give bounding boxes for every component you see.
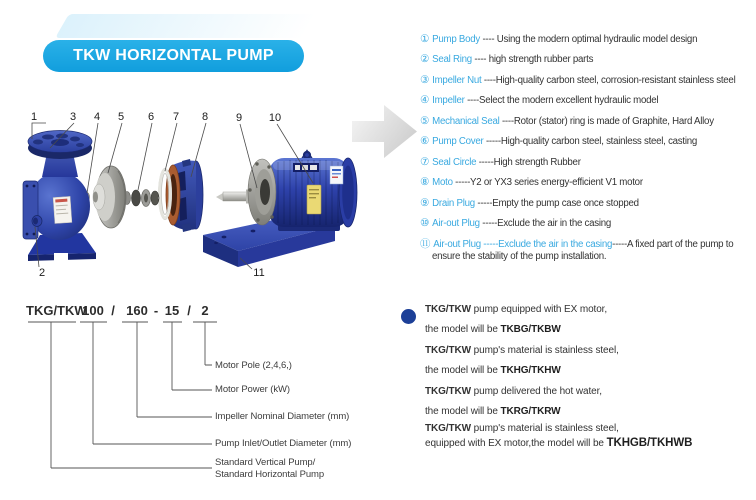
- model-segment-power: 15: [164, 303, 180, 318]
- item-number-badge: ②: [420, 53, 430, 66]
- right-arrow-icon: [352, 105, 417, 158]
- variant-head: TKG/TKW: [425, 423, 471, 434]
- part-description: -----A fixed part of the pump to ensure the stability of the pump installation.: [432, 238, 734, 262]
- label-impeller-diameter: Impeller Nominal Diameter (mm): [215, 411, 350, 422]
- variant-stainless: [425, 341, 755, 381]
- list-item: [420, 34, 756, 46]
- motor-spec-label: [330, 166, 343, 184]
- part-name: Drain Plug: [432, 197, 475, 209]
- list-item: [420, 218, 756, 230]
- variant-condition: pump equipped with EX motor,: [470, 304, 608, 315]
- item-number-badge: ①: [420, 33, 430, 45]
- part-name: Pump Body: [432, 34, 481, 45]
- impeller: [93, 166, 126, 228]
- page-title: TKW HORIZONTAL PUMP: [73, 47, 274, 64]
- list-item: [420, 54, 756, 66]
- variant-stainless-ex: [425, 422, 755, 451]
- part-description: ----Rotor (stator) ring is made of Graphite, Hard Alloy: [499, 115, 714, 127]
- variant-head: TKG/TKW: [425, 345, 471, 356]
- model-separator-slash2: /: [187, 303, 191, 318]
- variant-head: TKG/TKW: [425, 304, 471, 315]
- variant-condition: pump delivered the hot water,: [470, 386, 602, 397]
- part-description: ---- high strength rubber parts: [471, 54, 594, 66]
- part-description: ----High-quality carbon steel, corrosion-resistant stainless steel: [481, 74, 736, 86]
- part-number-6: 6: [147, 111, 155, 123]
- list-item: [420, 75, 756, 87]
- item-number-badge: ④: [420, 94, 430, 107]
- part-name: Pump Cover: [432, 136, 484, 148]
- pump-exploded-diagram: [10, 95, 420, 285]
- part-number-5: 5: [117, 111, 125, 123]
- pump-body: [23, 131, 96, 262]
- o-ring: [159, 169, 172, 220]
- model-segment-impeller: 160: [126, 303, 148, 318]
- list-item: [420, 239, 756, 263]
- variant-result: the model will be: [425, 324, 501, 335]
- model-separator-slash: /: [111, 303, 115, 318]
- part-number-10: 10: [268, 112, 282, 124]
- label-motor-power: Motor Power (kW): [215, 384, 290, 395]
- variant-condition: pump's material is stainless steel,: [470, 423, 619, 434]
- part-name: Seal Circle: [432, 156, 477, 168]
- part-description: -----Exclude the air in the casing: [479, 218, 612, 230]
- item-number-badge: ③: [420, 73, 430, 86]
- list-item: [420, 95, 756, 107]
- variant-result: the model will be: [425, 365, 501, 376]
- part-description: -----Y2 or YX3 series energy-efficient V1 motor: [452, 177, 643, 189]
- variant-model-code: TKBG/TKBW: [500, 324, 561, 335]
- part-description: -----Empty the pump case once stopped: [474, 197, 639, 209]
- part-number-1: 1: [30, 111, 38, 123]
- item-number-badge: ⑪: [420, 237, 431, 250]
- part-number-11: 11: [253, 267, 265, 279]
- part-number-7: 7: [172, 111, 180, 123]
- item-number-badge: ⑩: [420, 217, 430, 230]
- part-name: Air-out Plug -----Exclude the air in the casing: [433, 238, 613, 250]
- list-item: [420, 198, 756, 210]
- item-number-badge: ⑦: [420, 155, 430, 168]
- list-item: [420, 177, 756, 189]
- variant-model-code: TKHGB/TKHWB: [606, 437, 693, 449]
- variant-ex-motor: [425, 300, 755, 340]
- part-name: Impeller Nut: [432, 74, 482, 86]
- list-item: [420, 136, 756, 148]
- part-name: Impeller: [432, 95, 465, 107]
- part-description: ---- Using the modern optimal hydraulic model design: [480, 34, 698, 45]
- list-item: [420, 157, 756, 169]
- variant-condition: pump's material is stainless steel,: [470, 345, 619, 356]
- banner-swoosh-decoration: [55, 14, 317, 38]
- variant-result: equipped with EX motor,the model will be: [425, 438, 607, 449]
- part-description: -----High-quality carbon steel, stainless steel, casting: [483, 136, 698, 148]
- part-name: Air-out Plug: [432, 218, 480, 230]
- variant-result: the model will be: [425, 406, 501, 417]
- model-segment-pole: 2: [201, 303, 209, 318]
- part-name: Moto: [432, 177, 453, 189]
- item-number-badge: ⑨: [420, 196, 430, 209]
- model-segment-series: TKG/TKW: [26, 303, 87, 318]
- model-segment-inlet: 100: [82, 303, 104, 318]
- part-name: Seal Ring: [432, 54, 472, 66]
- variant-model-code: TKRG/TKRW: [500, 406, 561, 417]
- part-number-8: 8: [201, 111, 209, 123]
- part-number-3: 3: [69, 111, 77, 123]
- item-number-badge: ⑥: [420, 135, 430, 148]
- label-standard-vertical: Standard Vertical Pump/: [215, 457, 316, 468]
- label-standard-horizontal: Standard Horizontal Pump: [215, 469, 325, 480]
- pump-body-label: [53, 196, 72, 223]
- variant-hot-water: [425, 382, 755, 422]
- model-separator-dash: -: [153, 303, 159, 318]
- variant-head: TKG/TKW: [425, 386, 471, 397]
- item-number-badge: ⑤: [420, 114, 430, 127]
- part-description: -----High strength Rubber: [476, 156, 581, 168]
- motor: [269, 150, 357, 231]
- bullet-icon: [401, 309, 416, 324]
- motor-shaft: [216, 190, 251, 204]
- part-number-9: 9: [235, 112, 243, 124]
- label-motor-pole: Motor Pole (2,4,6,): [215, 360, 292, 371]
- item-number-badge: ⑧: [420, 176, 430, 189]
- part-name: Mechanical Seal: [432, 115, 500, 127]
- part-number-2: 2: [38, 267, 46, 279]
- variant-model-code: TKHG/TKHW: [500, 365, 561, 376]
- part-number-4: 4: [93, 111, 101, 123]
- list-item: [420, 116, 756, 128]
- title-banner: [43, 40, 304, 72]
- part-description: ----Select the modern excellent hydraulic model: [464, 95, 659, 107]
- parts-list: [420, 34, 756, 271]
- label-inlet-outlet: Pump Inlet/Outlet Diameter (mm): [215, 438, 352, 449]
